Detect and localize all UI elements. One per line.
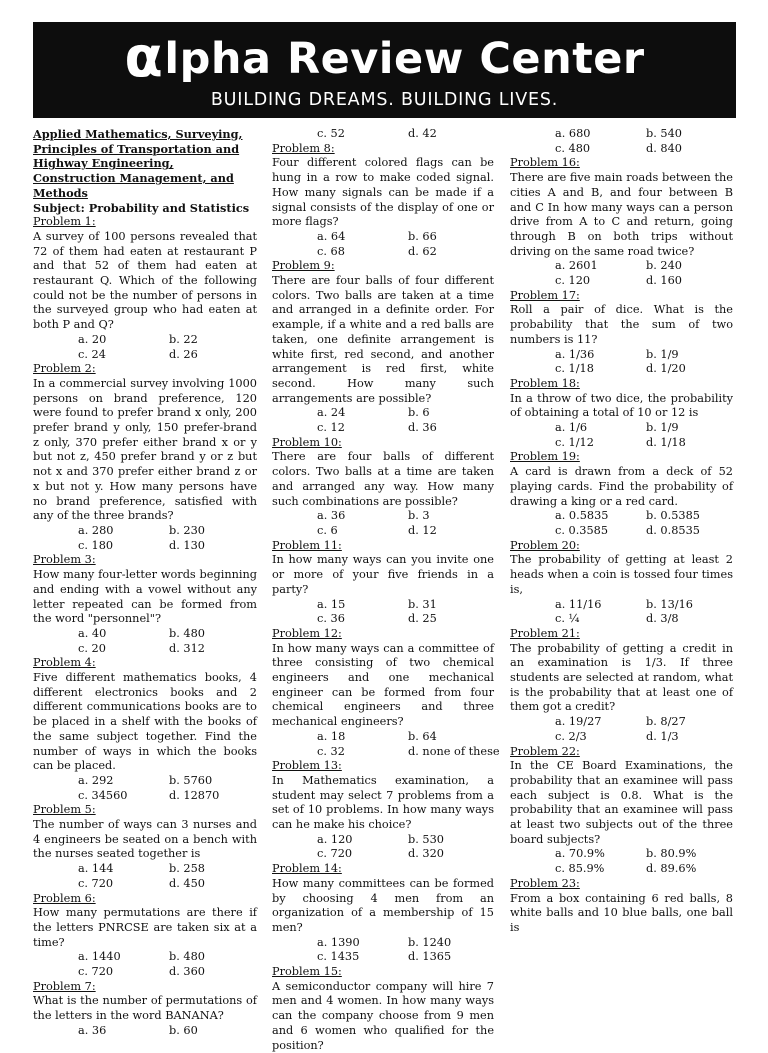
choice: c. 1/18	[555, 362, 594, 376]
problem-title: Problem 6:	[33, 891, 96, 905]
answer-choices	[272, 406, 494, 435]
choice: b. 540	[646, 127, 682, 140]
problem-question: The probability of getting a credit in an examination is 1/3. If three students are selected at random, what is the probability that at least one of them got a credit?	[510, 641, 733, 714]
choice: c. 720	[78, 876, 114, 890]
column-2	[272, 127, 500, 1053]
choice: a. 1440	[78, 950, 121, 964]
problem-question: A card is drawn from a deck of 52 playing cards. Find the probability of drawing a king or a red card.	[510, 465, 733, 508]
choice: a. 70.9%	[555, 847, 605, 861]
choice: a. 120	[317, 832, 353, 846]
problem-question: In how many ways can you invite one or more of your five friends in a party?	[272, 553, 494, 596]
problem-title: Problem 18:	[510, 376, 580, 390]
problem-title: Problem 9:	[272, 259, 335, 273]
choice: a. 680	[555, 127, 591, 140]
tagline: BUILDING DREAMS. BUILDING LIVES.	[210, 90, 559, 110]
choice: d. 450	[169, 876, 205, 890]
problem-question: Five different mathematics books, 4 different electronics books and 2 different communications books are to be placed in a shelf with the books of the same subject together. Find the number of ways in which the books can be placed.	[33, 671, 257, 773]
choice: a. 2601	[555, 259, 598, 273]
choice: b. 1/9	[646, 347, 679, 361]
choice: b. 480	[169, 950, 205, 964]
choice: d. 25	[408, 612, 437, 626]
choice: d. 320	[408, 847, 444, 861]
choice: a. 36	[78, 1023, 107, 1037]
choice: a. 15	[317, 597, 346, 611]
answer-choices	[510, 421, 733, 450]
choice: c. 1/12	[555, 435, 594, 449]
choice: d. 26	[169, 347, 198, 361]
problem-title: Problem 16:	[510, 156, 580, 170]
answer-choices	[510, 847, 733, 876]
problem-question: In a commercial survey involving 1000 persons on brand preference, 120 were found to prefer brand x only, 200 prefer brand y only, 150 prefer-brand z only, 370 prefer either brand x or y but not z, 450 prefer brand y or z but not x and 370 prefer either brand z or x but not y. How many persons have no brand preference, satisfied with any of the three brands?	[33, 376, 257, 523]
problem-title: Problem 8:	[272, 141, 335, 155]
problem-question: In a throw of two dice, the probability of obtaining a total of 10 or 12 is	[510, 391, 733, 420]
problem-title: Problem 17:	[510, 288, 580, 302]
choice: a. 18	[317, 729, 346, 743]
choice: d. none of these	[408, 744, 500, 758]
problem-question: In the CE Board Examinations, the probability that an examinee will pass each subject is 0.8. What is the probability that an examinee will pass at least two subjects out of the three board subjects?	[510, 759, 733, 846]
choice: a. 19/27	[555, 715, 602, 729]
brand-name	[33, 25, 736, 90]
choice: c. 2/3	[555, 729, 587, 743]
problem-title: Problem 19:	[510, 450, 580, 464]
answer-choices	[33, 774, 257, 803]
choice: a. 40	[78, 626, 107, 640]
choice: b. 1240	[408, 935, 452, 949]
problem-title: Problem 1:	[33, 215, 96, 229]
choice: a. 1/6	[555, 421, 588, 435]
answer-choices	[33, 524, 257, 553]
choice: d. 1365	[408, 950, 452, 964]
problem-title: Problem 23:	[510, 876, 580, 890]
choice: b. 5760	[169, 773, 213, 787]
answer-choices	[510, 259, 733, 288]
answer-choices	[272, 509, 494, 538]
choice: c. 480	[555, 141, 591, 155]
choice: a. 144	[78, 862, 114, 876]
problem-question: There are four balls of different colors. Two balls at a time are taken and arranged any way. How many such combinations are possible?	[272, 450, 494, 508]
choice: c. 720	[78, 965, 114, 979]
choice: d. 62	[408, 244, 437, 258]
choice: d. 840	[646, 141, 682, 155]
answer-choices	[510, 598, 733, 627]
choice: d. 1/18	[646, 435, 686, 449]
problem-title: Problem 11:	[272, 538, 342, 552]
problem-title: Problem 21:	[510, 626, 580, 640]
choice: b. 31	[408, 597, 437, 611]
problem-title: Problem 20:	[510, 538, 580, 552]
answer-choices	[510, 127, 733, 156]
choice: a. 1/36	[555, 347, 595, 361]
choice: d. 3/8	[646, 612, 679, 626]
problem-title: Problem 13:	[272, 759, 342, 773]
choice: c. 32	[317, 744, 345, 758]
answer-choices	[33, 862, 257, 891]
alpha-logo-icon: α	[124, 25, 164, 90]
choice: c. 34560	[78, 788, 128, 802]
problem-title: Problem 3:	[33, 553, 96, 567]
problem-question: How many permutations are there if the letters PNRCSE are taken six at a time?	[33, 906, 257, 949]
choice: b. 22	[169, 332, 198, 346]
problem-title: Problem 14:	[272, 862, 342, 876]
problem-question: Four different colored flags can be hung in a row to make coded signal. How many signals can be made if a signal consists of the display of one or more flags?	[272, 156, 494, 229]
problem-question: There are four balls of four different colors. Two balls are taken at a time and arranged in a definite order. For example, if a white and a red balls are taken, one definite arrangement is white first, red second, and another arrangement is red first, white second. How many such arrangements are possible?	[272, 274, 494, 405]
choice: b. 1/9	[646, 421, 679, 435]
problem-question: How many committees can be formed by choosing 4 men from an organization of a membership of 15 men?	[272, 876, 494, 934]
choice: a. 36	[317, 509, 346, 523]
choice: d. 12870	[169, 788, 220, 802]
answer-choices	[272, 936, 494, 965]
answer-choices	[33, 627, 257, 656]
choice: c. 180	[78, 538, 114, 552]
choice: b. 480	[169, 626, 205, 640]
choice: b. 13/16	[646, 597, 693, 611]
problem-question: The probability of getting at least 2 heads when a coin is tossed four times is,	[510, 553, 733, 596]
header-banner	[33, 22, 736, 118]
choice: d. 42	[408, 127, 437, 140]
problem-question: A semiconductor company will hire 7 men and 4 women. In how many ways can the company choose from 9 men and 6 women who qualified for the position?	[272, 979, 494, 1052]
choice: a. 11/16	[555, 597, 602, 611]
problem-question: How many four-letter words beginning and ending with a vowel without any letter repeated can be formed from the word "personnel"?	[33, 568, 257, 626]
subject-line: Subject: Probability and Statistics	[33, 200, 250, 215]
choice: d. 12	[408, 523, 437, 537]
choice: a. 20	[78, 332, 107, 346]
problem-question: Roll a pair of dice. What is the probability that the sum of two numbers is 11?	[510, 303, 733, 346]
answer-choices	[272, 729, 500, 759]
brand-text: lpha Review Center	[164, 34, 645, 84]
problem-question: What is the number of permutations of the letters in the word BANANA?	[33, 994, 257, 1023]
problem-title: Problem 7:	[33, 979, 96, 993]
choice: d. 130	[169, 538, 205, 552]
choice: a. 24	[317, 406, 346, 420]
choice: c. 68	[317, 244, 345, 258]
choice: d. 1/3	[646, 729, 679, 743]
problem-title: Problem 12:	[272, 626, 342, 640]
problem-question: In Mathematics examination, a student may select 7 problems from a set of 10 problems. In how many ways can he make his choice?	[272, 773, 494, 832]
choice: c. 6	[317, 523, 338, 537]
choice: b. 64	[408, 729, 437, 743]
choice: a. 0.5835	[555, 509, 609, 523]
choice: c. 1435	[317, 950, 360, 964]
column-3	[510, 127, 733, 936]
problem-question: The number of ways can 3 nurses and 4 engineers be seated on a bench with the nurses seated together is	[33, 818, 257, 861]
problem-title: Problem 22:	[510, 744, 580, 758]
problem-question: There are five main roads between the cities A and B, and four between B and C In how many ways can a person drive from A to C and return, going through B on both trips without driving on the same road twice?	[510, 171, 733, 258]
problem-title: Problem 4:	[33, 656, 96, 670]
choice: b. 8/27	[646, 715, 686, 729]
column-1	[33, 127, 257, 1039]
choice: c. 24	[78, 347, 106, 361]
choice: d. 0.8535	[646, 523, 700, 537]
choice: b. 230	[169, 523, 205, 537]
choice: d. 312	[169, 641, 205, 655]
choice: c. 720	[317, 847, 353, 861]
choice: a. 1390	[317, 935, 360, 949]
choice: c. 12	[317, 421, 345, 435]
answer-choices	[272, 127, 494, 142]
choice: b. 3	[408, 509, 430, 523]
course-title: Applied Mathematics, Surveying, Principles of Transportation and Highway Engineering, Construction Management, and Methods	[33, 127, 243, 200]
choice: b. 80.9%	[646, 847, 697, 861]
choice: c. 20	[78, 641, 106, 655]
answer-choices	[510, 715, 733, 744]
choice: b. 0.5385	[646, 509, 700, 523]
choice: c. 36	[317, 612, 345, 626]
choice: c. 120	[555, 274, 591, 288]
choice: b. 240	[646, 259, 682, 273]
problem-title: Problem 10:	[272, 435, 342, 449]
choice: a. 64	[317, 229, 346, 243]
choice: b. 530	[408, 832, 444, 846]
choice: b. 66	[408, 229, 437, 243]
choice: c. ¼	[555, 612, 580, 626]
choice: b. 60	[169, 1023, 198, 1037]
answer-choices	[510, 348, 733, 377]
problem-title: Problem 15:	[272, 965, 342, 979]
answer-choices	[33, 333, 257, 362]
choice: a. 280	[78, 523, 114, 537]
answer-choices	[272, 230, 494, 259]
answer-choices	[33, 1024, 257, 1039]
choice: c. 0.3585	[555, 523, 609, 537]
choice: d. 89.6%	[646, 862, 697, 876]
problem-question: From a box containing 6 red balls, 8 white balls and 10 blue balls, one ball is	[510, 891, 733, 934]
problem-title: Problem 5:	[33, 803, 96, 817]
choice: b. 258	[169, 862, 205, 876]
choice: d. 36	[408, 421, 437, 435]
problem-question: In how many ways can a committee of three consisting of two chemical engineers and one mechanical engineer can be formed from four chemical engineers and three mechanical engineers?	[272, 641, 494, 729]
problem-question: A survey of 100 persons revealed that 72 of them had eaten at restaurant P and that 52 of them had eaten at restaurant Q. Which of the following could not be the number of persons in the surveyed group who had eaten at both P and Q?	[33, 229, 257, 332]
choice: c. 85.9%	[555, 862, 605, 876]
choice: a. 292	[78, 773, 114, 787]
answer-choices	[33, 950, 257, 979]
problem-title: Problem 2:	[33, 362, 96, 376]
answer-choices	[510, 509, 733, 538]
answer-choices	[272, 833, 494, 862]
choice: d. 160	[646, 274, 682, 288]
choice: b. 6	[408, 406, 430, 420]
answer-choices	[272, 598, 494, 627]
choice: c. 52	[317, 127, 345, 140]
choice: d. 360	[169, 965, 205, 979]
choice: d. 1/20	[646, 362, 686, 376]
